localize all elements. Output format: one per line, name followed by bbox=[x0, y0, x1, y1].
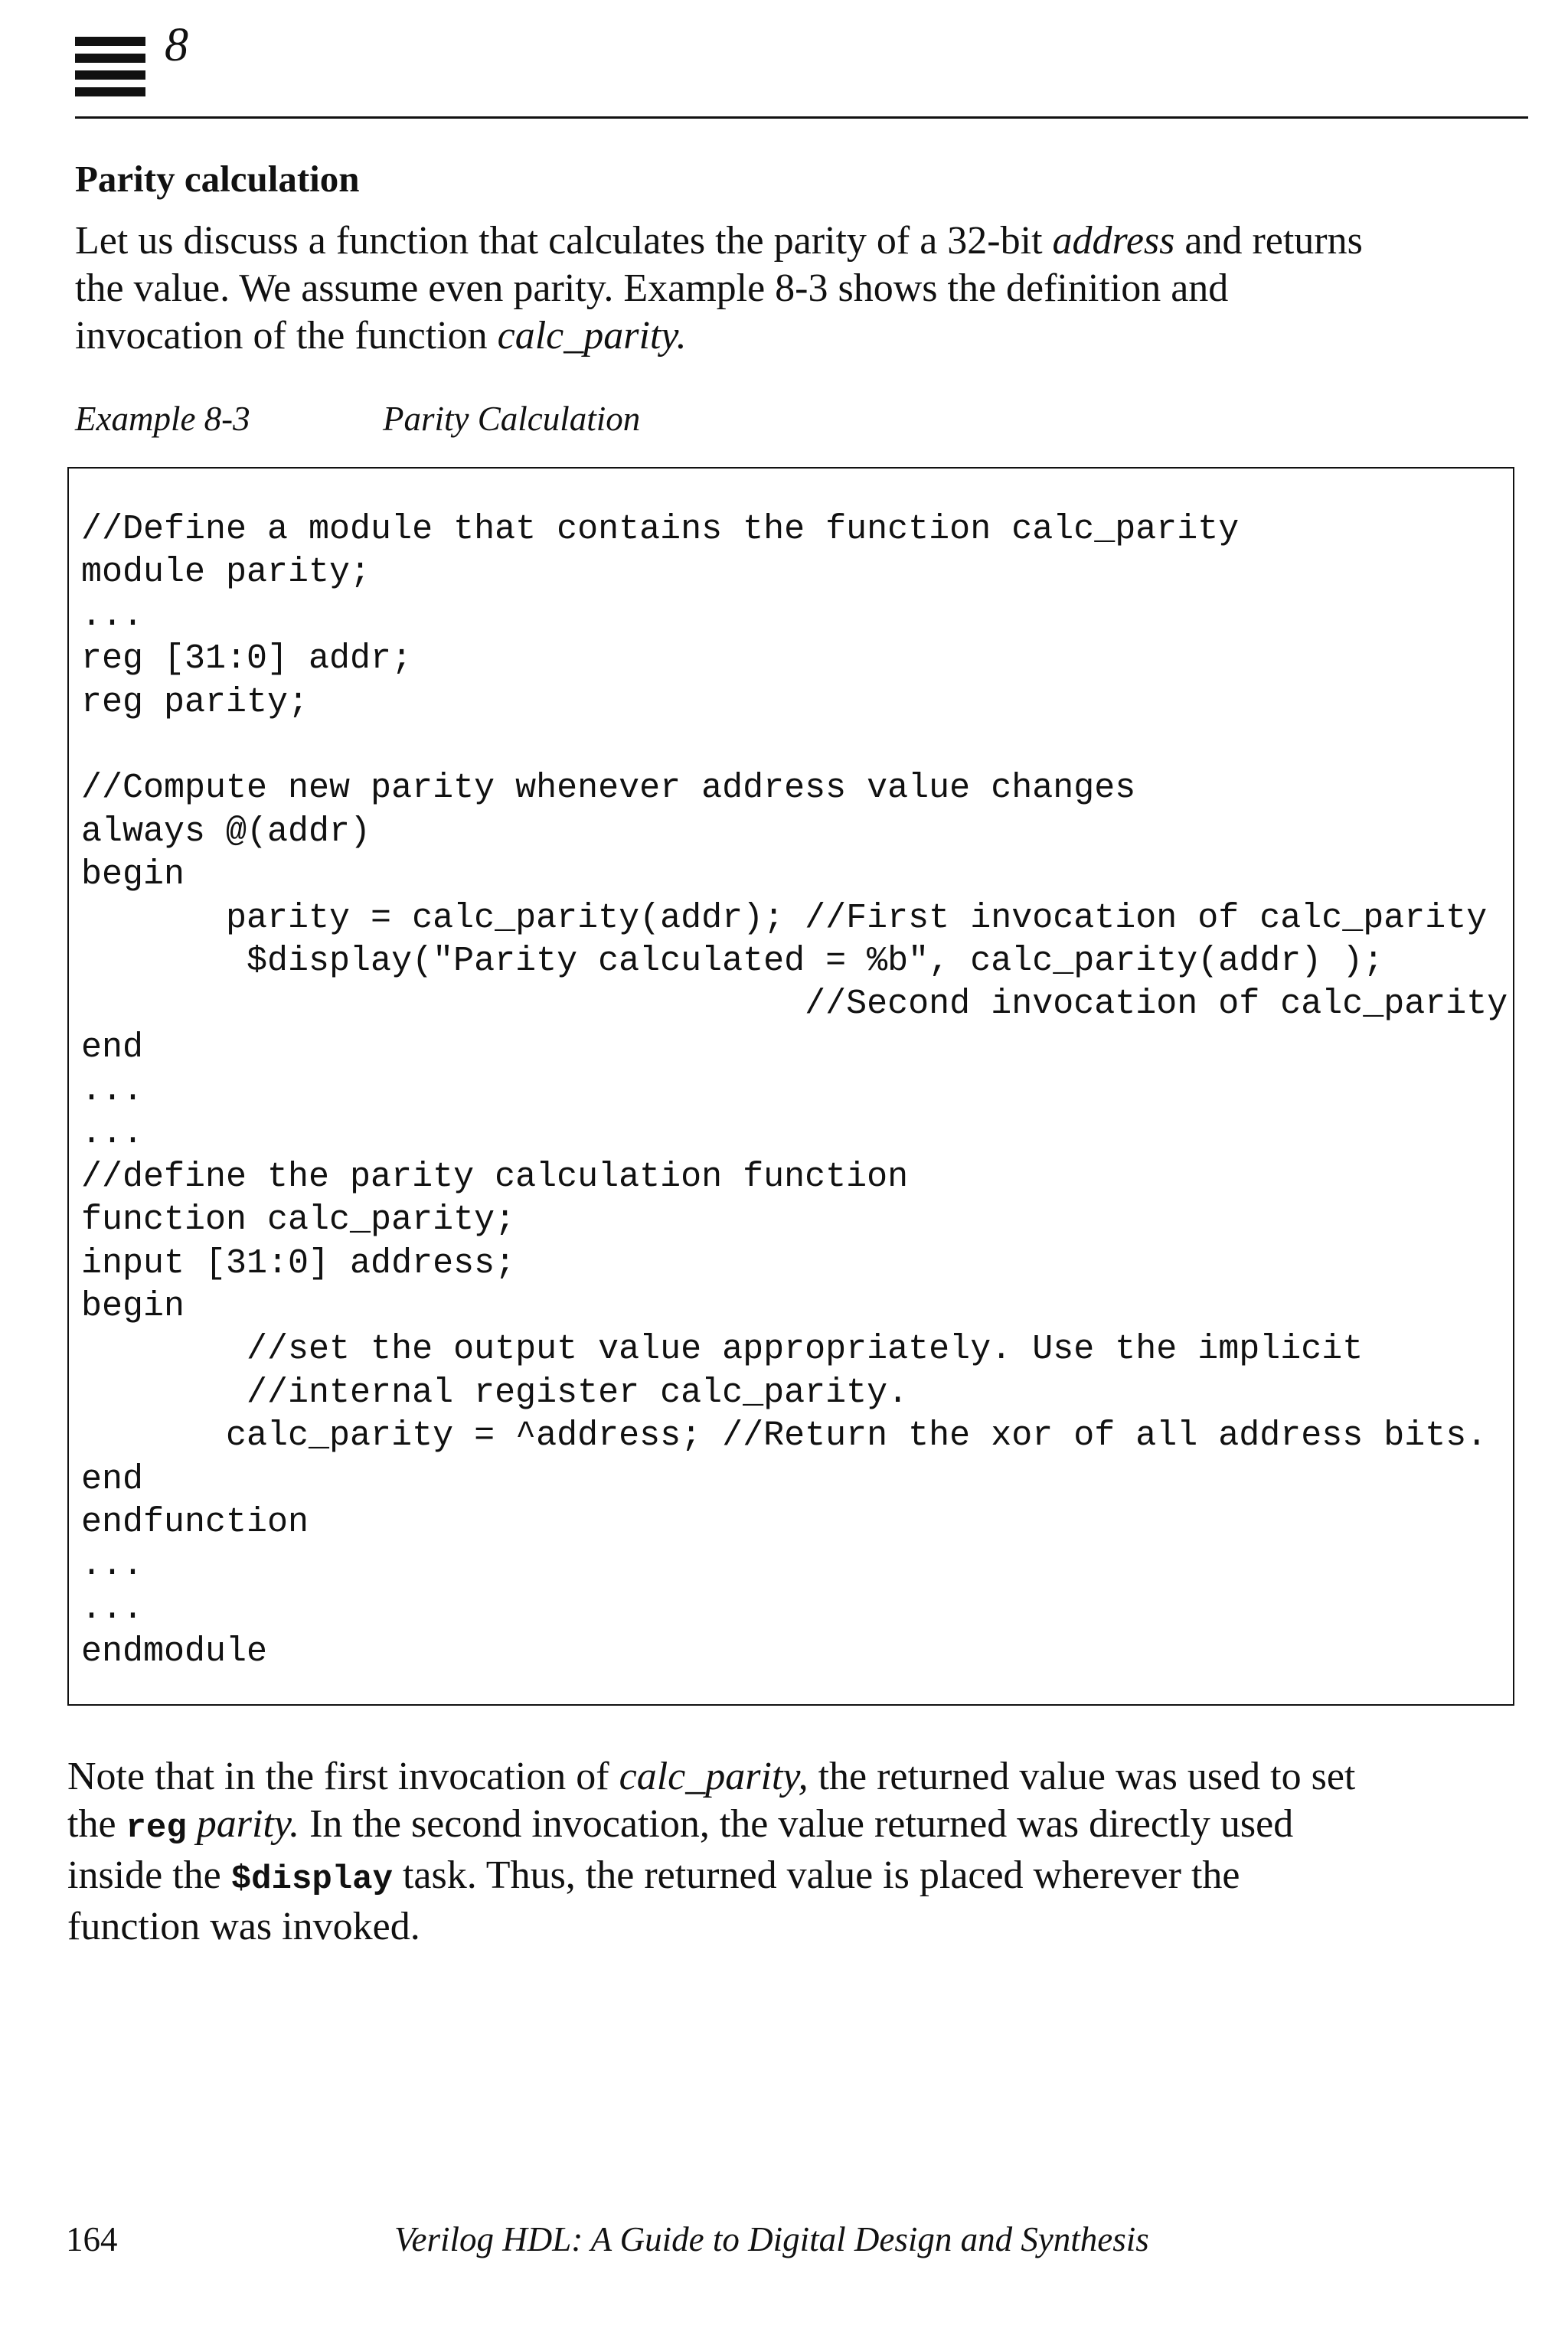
intro-line bbox=[75, 217, 1545, 265]
note-text: task. Thus, the returned value is placed wherever the bbox=[392, 1853, 1240, 1897]
code-line: //Second invocation of calc_parity bbox=[81, 985, 1508, 1024]
note-emphasis: calc_parity, bbox=[619, 1755, 808, 1798]
code-line: //set the output value appropriately. Use the implicit bbox=[81, 1330, 1364, 1370]
code-line: //Compute new parity whenever address value changes bbox=[81, 769, 1136, 808]
note-text: the returned value was used to set bbox=[808, 1755, 1356, 1798]
note-paragraph bbox=[67, 1753, 1537, 1951]
intro-line bbox=[75, 312, 1545, 360]
note-text: the bbox=[67, 1802, 126, 1846]
code-line: endfunction bbox=[81, 1502, 309, 1542]
note-line bbox=[67, 1753, 1537, 1801]
code-line: //define the parity calculation function bbox=[81, 1157, 909, 1197]
code-line: ... bbox=[81, 1546, 144, 1586]
keyword-display: $display bbox=[230, 1860, 393, 1899]
code-line: begin bbox=[81, 1287, 185, 1327]
example-title: Parity Calculation bbox=[383, 400, 641, 438]
code-line: ... bbox=[81, 1114, 144, 1154]
code-line: begin bbox=[81, 855, 185, 895]
code-line: $display("Parity calculated = %b", calc_parity(addr) ); bbox=[81, 941, 1384, 981]
code-box bbox=[67, 467, 1514, 1706]
note-line bbox=[67, 1801, 1537, 1852]
code-line: parity = calc_parity(addr); //First invocation of calc_parity bbox=[81, 898, 1488, 938]
code-line: //internal register calc_parity. bbox=[81, 1373, 909, 1412]
code-line: reg parity; bbox=[81, 682, 309, 722]
keyword-reg: reg bbox=[126, 1809, 187, 1847]
section-heading: Parity calculation bbox=[75, 158, 360, 200]
chapter-mark-icon bbox=[75, 37, 145, 96]
example-caption bbox=[75, 398, 641, 439]
code-line: end bbox=[81, 1027, 144, 1067]
code-line: reg [31:0] addr; bbox=[81, 639, 413, 679]
note-text: function was invoked. bbox=[67, 1905, 420, 1948]
code-line: input [31:0] address; bbox=[81, 1243, 516, 1283]
code-line: module parity; bbox=[81, 553, 371, 593]
code-line: calc_parity = ^address; //Return the xor of all address bits. bbox=[81, 1416, 1488, 1456]
header-rule bbox=[75, 116, 1528, 119]
code-line: //Define a module that contains the function calc_parity bbox=[81, 510, 1240, 549]
note-text: Note that in the first invocation of bbox=[67, 1755, 619, 1798]
intro-paragraph bbox=[75, 217, 1545, 360]
code-line bbox=[81, 724, 1508, 767]
running-footer: Verilog HDL: A Guide to Digital Design and Synthesis bbox=[394, 2220, 1149, 2258]
note-line bbox=[67, 1903, 1537, 1951]
code-line: ... bbox=[81, 1071, 144, 1111]
code-line: end bbox=[81, 1459, 144, 1499]
code-line: endmodule bbox=[81, 1632, 268, 1672]
example-label: Example 8-3 bbox=[75, 400, 250, 438]
intro-text: Let us discuss a function that calculates the parity of a 32-bit bbox=[75, 219, 1053, 263]
intro-text: the value. We assume even parity. Example 8-3 shows the definition and bbox=[75, 266, 1229, 310]
note-text: inside the bbox=[67, 1853, 231, 1897]
code-line: function calc_parity; bbox=[81, 1200, 516, 1240]
code-listing bbox=[81, 508, 1508, 1674]
intro-text: and returns bbox=[1174, 219, 1363, 263]
intro-text: invocation of the function bbox=[75, 314, 498, 358]
page-number: 164 bbox=[66, 2220, 118, 2258]
note-text: In the second invocation, the value returned was directly used bbox=[299, 1802, 1294, 1846]
code-line: always @(addr) bbox=[81, 812, 371, 851]
chapter-number: 8 bbox=[165, 19, 188, 71]
note-line bbox=[67, 1852, 1537, 1903]
intro-line bbox=[75, 265, 1545, 312]
note-text bbox=[187, 1802, 197, 1846]
note-emphasis: parity. bbox=[196, 1802, 300, 1846]
intro-emphasis: calc_parity. bbox=[497, 314, 687, 358]
code-line: ... bbox=[81, 596, 144, 635]
code-line: ... bbox=[81, 1589, 144, 1628]
intro-emphasis: address bbox=[1052, 219, 1175, 263]
